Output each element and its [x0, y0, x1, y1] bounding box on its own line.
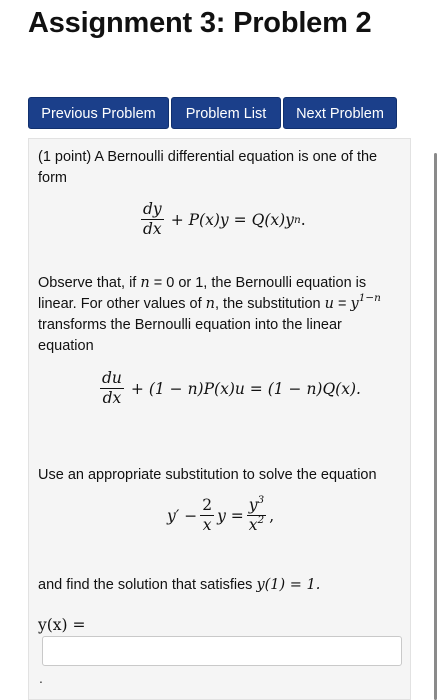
page-title: Assignment 3: Problem 2: [28, 7, 372, 39]
text-segment: =: [333, 296, 351, 312]
scrollbar[interactable]: [434, 153, 437, 700]
text-segment: = 0 or 1, the Bernoulli equation is linear. For other values of: [38, 275, 367, 312]
text-segment: and find the solution that satisfies: [38, 577, 257, 593]
rhs-fraction: [247, 494, 266, 534]
target-equation: [167, 494, 275, 534]
answer-trailing: .: [39, 670, 43, 686]
exponent: 2: [257, 514, 265, 526]
math-variable: y: [350, 296, 359, 312]
answer-input[interactable]: [42, 636, 402, 666]
text-segment: Observe that, if: [38, 275, 141, 291]
answer-label: y(x) =: [38, 616, 86, 634]
derivative-fraction: [141, 201, 164, 238]
equation-lhs-term: y′ −: [167, 506, 198, 525]
fraction-numerator: 2: [202, 496, 213, 514]
problem-condition: [38, 575, 390, 596]
previous-problem-button[interactable]: Previous Problem: [28, 97, 169, 129]
equation-end: ,: [269, 506, 275, 525]
equation-rest: + (1 − n)P(x)u = (1 − n)Q(x).: [130, 379, 361, 398]
equation-lhs-term: + P(x)y: [170, 210, 229, 229]
fraction-denominator: x: [202, 516, 212, 534]
equals-sign: =: [233, 210, 247, 229]
next-problem-button[interactable]: Next Problem: [283, 97, 397, 129]
exponent: 3: [257, 494, 265, 506]
denominator-base: x: [248, 516, 258, 534]
problem-navigation: [28, 97, 397, 129]
initial-condition: y(1) = 1.: [256, 577, 321, 593]
text-segment: , the substitution: [215, 296, 325, 312]
equation-mid-term: y =: [217, 506, 244, 525]
math-variable: n: [205, 296, 215, 312]
derivative-fraction: [100, 370, 124, 407]
fraction-numerator: dy: [143, 200, 162, 218]
math-variable: n: [140, 275, 150, 291]
equation-rhs-term: Q(x)y: [251, 210, 294, 229]
equation-end: .: [300, 210, 306, 229]
fraction-denominator: dx: [102, 389, 122, 407]
coefficient-fraction: [200, 497, 214, 534]
linear-equation: [97, 370, 361, 407]
bernoulli-equation: $\frac{dy}{dx}$ + P(x)y = Q(x)y n .: [143, 200, 306, 238]
problem-instruction: Use an appropriate substitution to solve the equation: [38, 467, 377, 483]
exponent: 1−n: [358, 292, 381, 304]
text-segment: transforms the Bernoulli equation into the linear equation: [38, 317, 342, 354]
math-variable: u: [324, 296, 334, 312]
problem-list-button[interactable]: Problem List: [171, 97, 281, 129]
fraction-denominator: dx: [143, 220, 162, 238]
numerator-base: y: [248, 496, 258, 514]
problem-observation: [38, 273, 390, 357]
fraction-denominator: [247, 516, 266, 534]
fraction-numerator: du: [102, 369, 122, 387]
problem-intro: (1 point) A Bernoulli differential equation is one of the form: [38, 149, 378, 186]
